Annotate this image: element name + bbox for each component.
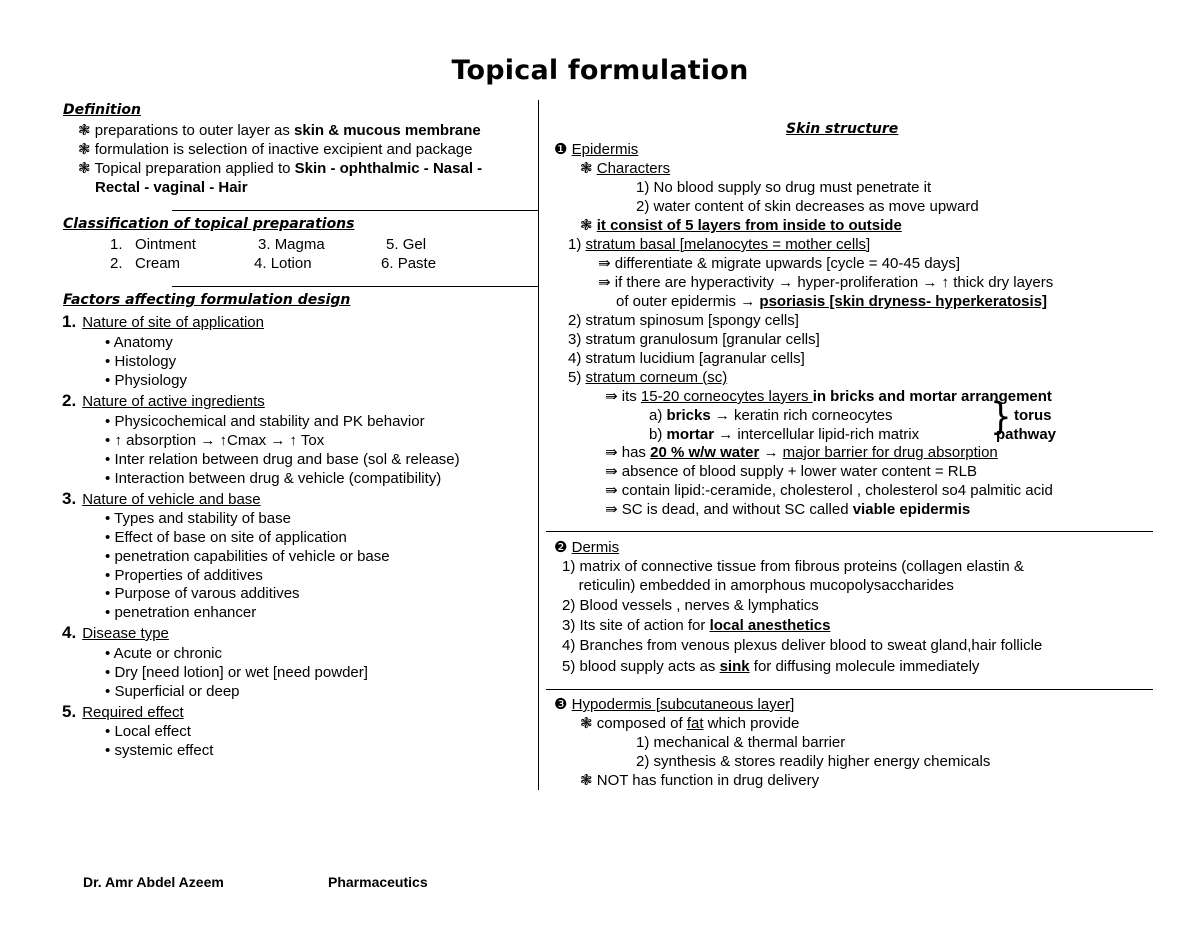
arrow-bullet-icon: ⇛ bbox=[598, 255, 611, 272]
factor-item: • Physiology bbox=[105, 372, 187, 389]
flower-bullet-icon: ❃ bbox=[580, 715, 593, 732]
factor-item: • Properties of additives bbox=[105, 567, 263, 584]
layer-basal: 1) stratum basal [melanocytes = mother cells] bbox=[568, 236, 871, 253]
classification-item: 4. Lotion bbox=[254, 255, 312, 272]
curly-brace-icon: } bbox=[990, 395, 1012, 439]
bricks-line: a) bricks → keratin rich corneocytes bbox=[649, 407, 893, 424]
arrow-bullet-icon: ⇛ bbox=[605, 463, 618, 480]
factor-item: • penetration capabilities of vehicle or base bbox=[105, 548, 390, 565]
basal-subitem-cont: of outer epidermis → psoriasis [skin dryness- hyperkeratosis] bbox=[616, 293, 1048, 310]
layer-corneum: 5) stratum corneum (sc) bbox=[568, 369, 728, 386]
factor-item: • Acute or chronic bbox=[105, 645, 222, 662]
classification-item: 1. Ointment bbox=[110, 236, 196, 253]
factor-item: • Physicochemical and stability and PK behavior bbox=[105, 413, 425, 430]
classification-item: 3. Magma bbox=[258, 236, 325, 253]
basal-subitem: ⇛ if there are hyperactivity → hyper-proliferation → ↑ thick dry layers bbox=[598, 274, 1054, 291]
section-divider bbox=[546, 531, 1153, 532]
dermis-item: 4) Branches from venous plexus deliver blood to sweat gland,hair follicle bbox=[562, 637, 1043, 654]
section-divider bbox=[172, 210, 538, 211]
corneum-subitem: ⇛ SC is dead, and without SC called viable epidermis bbox=[605, 501, 971, 518]
characters-item: 1) No blood supply so drug must penetrate it bbox=[636, 179, 932, 196]
arrow-bullet-icon: ⇛ bbox=[605, 501, 618, 518]
arrow-bullet-icon: ⇛ bbox=[598, 274, 611, 291]
section-divider bbox=[546, 689, 1153, 690]
factor-item: • Effect of base on site of application bbox=[105, 529, 347, 546]
factor-title: 1. Nature of site of application bbox=[62, 312, 264, 331]
classification-item: 6. Paste bbox=[381, 255, 437, 272]
factor-item: • Histology bbox=[105, 353, 177, 370]
factor-title: 2. Nature of active ingredients bbox=[62, 391, 265, 410]
section-divider bbox=[172, 286, 538, 287]
factors-heading: Factors affecting formulation design bbox=[63, 292, 351, 308]
classification-item: 2. Cream bbox=[110, 255, 181, 272]
footer-author: Dr. Amr Abdel Azeem bbox=[83, 874, 224, 890]
classification-item: 5. Gel bbox=[386, 236, 427, 253]
dermis-item: 3) Its site of action for local anesthetics bbox=[562, 617, 831, 634]
definition-item: ❃ preparations to outer layer as skin & mucous membrane bbox=[78, 122, 481, 139]
dermis-item: 5) blood supply acts as sink for diffusing molecule immediately bbox=[562, 658, 980, 675]
dermis-item: 1) matrix of connective tissue from fibrous proteins (collagen elastin & bbox=[562, 558, 1024, 575]
corneum-subitem: ⇛ contain lipid:-ceramide, cholesterol , cholesterol so4 palmitic acid bbox=[605, 482, 1053, 499]
factor-item: • systemic effect bbox=[105, 742, 214, 759]
flower-bullet-icon: ❃ bbox=[78, 141, 91, 158]
flower-bullet-icon: ❃ bbox=[580, 772, 593, 789]
flower-bullet-icon: ❃ bbox=[580, 160, 593, 177]
layer-granulosum: 3) stratum granulosum [granular cells] bbox=[568, 331, 820, 348]
torus-label: torus bbox=[1014, 407, 1052, 424]
classification-heading: Classification of topical preparations bbox=[63, 216, 355, 232]
layer-lucidium: 4) stratum lucidium [agranular cells] bbox=[568, 350, 805, 367]
factor-title: 3. Nature of vehicle and base bbox=[62, 489, 261, 508]
flower-bullet-icon: ❃ bbox=[78, 122, 91, 139]
pathway-label: pathway bbox=[996, 426, 1057, 443]
factor-item: • Superficial or deep bbox=[105, 683, 240, 700]
column-divider bbox=[538, 100, 539, 790]
definition-heading: Definition bbox=[63, 102, 141, 118]
definition-item: ❃ Topical preparation applied to Skin - ophthalmic - Nasal - bbox=[78, 160, 483, 177]
arrow-bullet-icon: ⇛ bbox=[605, 444, 618, 461]
dermis-item: reticulin) embedded in amorphous mucopolysaccharides bbox=[562, 577, 954, 594]
factor-item: • Anatomy bbox=[105, 334, 173, 351]
layer-spinosum: 2) stratum spinosum [spongy cells] bbox=[568, 312, 799, 329]
corneum-subitem: ⇛ has 20 % w/w water → major barrier for drug absorption bbox=[605, 444, 998, 461]
flower-bullet-icon: ❃ bbox=[78, 160, 91, 177]
hypodermis-title: ❸ Hypodermis [subcutaneous layer] bbox=[554, 696, 795, 713]
basal-subitem: ⇛ differentiate & migrate upwards [cycle = 40-45 days] bbox=[598, 255, 961, 272]
factor-title: 4. Disease type bbox=[62, 623, 169, 642]
corneum-subitem: ⇛ its 15-20 corneocytes layers in bricks and mortar arrangement bbox=[605, 388, 1052, 405]
factor-item: • Interaction between drug & vehicle (compatibility) bbox=[105, 470, 442, 487]
factor-item: • Purpose of varous additives bbox=[105, 585, 300, 602]
factor-item: • Types and stability of base bbox=[105, 510, 291, 527]
dermis-item: 2) Blood vessels , nerves & lymphatics bbox=[562, 597, 819, 614]
hypodermis-item: ❃ NOT has function in drug delivery bbox=[580, 772, 820, 789]
factor-item: • Dry [need lotion] or wet [need powder] bbox=[105, 664, 368, 681]
arrow-bullet-icon: ⇛ bbox=[605, 388, 618, 405]
hypodermis-subitem: 1) mechanical & thermal barrier bbox=[636, 734, 846, 751]
characters-label: ❃ Characters bbox=[580, 160, 671, 177]
page-title: Topical formulation bbox=[451, 55, 749, 86]
definition-continuation: Rectal - vaginal - Hair bbox=[95, 179, 248, 196]
footer-subject: Pharmaceutics bbox=[328, 874, 428, 890]
dermis-title: ❷ Dermis bbox=[554, 539, 620, 556]
characters-item: 2) water content of skin decreases as move upward bbox=[636, 198, 979, 215]
mortar-line: b) mortar → intercellular lipid-rich matrix bbox=[649, 426, 920, 443]
skin-structure-heading: Skin structure bbox=[786, 121, 899, 137]
arrow-bullet-icon: ⇛ bbox=[605, 482, 618, 499]
hypodermis-item: ❃ composed of fat which provide bbox=[580, 715, 800, 732]
factor-item: • ↑ absorption → ↑Cmax → ↑ Tox bbox=[105, 432, 325, 449]
factor-item: • penetration enhancer bbox=[105, 604, 257, 621]
corneum-subitem: ⇛ absence of blood supply + lower water content = RLB bbox=[605, 463, 977, 480]
factor-item: • Inter relation between drug and base (sol & release) bbox=[105, 451, 460, 468]
hypodermis-subitem: 2) synthesis & stores readily higher energy chemicals bbox=[636, 753, 991, 770]
epidermis-title: ❶ Epidermis bbox=[554, 141, 639, 158]
factor-title: 5. Required effect bbox=[62, 702, 184, 721]
flower-bullet-icon: ❃ bbox=[580, 217, 593, 234]
definition-item: ❃ formulation is selection of inactive excipient and package bbox=[78, 141, 473, 158]
layers-intro: ❃ it consist of 5 layers from inside to outside bbox=[580, 217, 902, 234]
factor-item: • Local effect bbox=[105, 723, 191, 740]
